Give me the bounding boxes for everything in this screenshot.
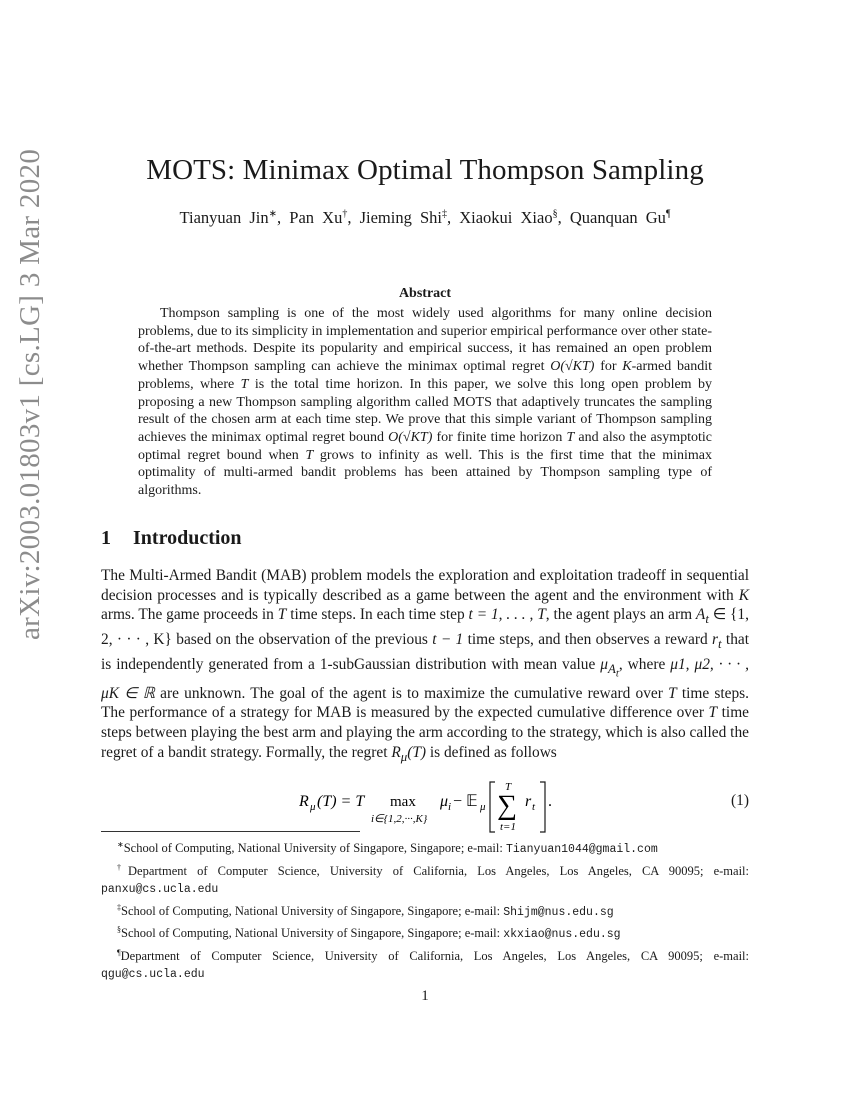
intro-text: , the agent plays an arm (545, 606, 696, 624)
intro-text: based on the observation of the previous (171, 630, 433, 648)
abstract-math: O(√KT) (388, 429, 433, 445)
intro-math: μ1, μ2, · · · , μK ∈ ℝ (101, 655, 750, 702)
intro-math: t = 1, . . . , T (468, 606, 546, 624)
sigma-symbol: ∑ (497, 790, 517, 821)
abstract-text: is the total time horizon. In this paper, we solve this long open problem by proposing a new Thompson sampling algorithm called MOTS that adaptively truncates the sampling result of the chosen arm at each time step. We prove that this simple variant of Thompson sampling achieves the minimax optimal regret bound (138, 376, 712, 445)
intro-text: time steps. In each time step (286, 606, 469, 624)
intro-text: is defined as follows (426, 743, 557, 761)
intro-text: that is independently generated from a 1-subGaussian distribution with mean value (101, 630, 750, 673)
footnote-email[interactable]: qgu@cs.ucla.edu (101, 968, 205, 982)
abstract-text: -armed bandit problems, where (138, 359, 712, 392)
intro-text: arms. The game proceeds in (101, 606, 278, 624)
abstract-text: Thompson sampling is one of the most widely used algorithms for many online decision problems, due to its simplicity in implementation and superior empirical performance over other state-of-the-art methods. Despite its popularity and empirical success, it has remained an open problem whether Thompson sampling can achieve the minimax optimal regret (138, 306, 712, 375)
equation-number: (1) (731, 792, 749, 809)
footnote-mark: ¶ (117, 947, 121, 957)
abstract-math: K (622, 359, 632, 375)
arxiv-identifier-text: arXiv:2003.01803v1 [cs.LG] 3 Mar 2020 (14, 148, 46, 640)
footnote-mark: ‡ (117, 902, 121, 912)
intro-text: time steps. The performance of a strategy for MAB is measured by the expected cumulative difference over (101, 684, 749, 722)
intro-math: (T) (407, 743, 426, 761)
footnote-email[interactable]: Shijm@nus.edu.sg (503, 905, 614, 919)
eq-expectation-sub: μ (480, 801, 486, 813)
eq-term: μ (440, 793, 449, 810)
intro-math: K (738, 586, 749, 604)
footnote-divider (101, 831, 360, 832)
intro-math-subscript: A (608, 661, 616, 676)
footnote (101, 944, 749, 984)
intro-math: μ (600, 655, 609, 673)
paper-title: MOTS: Minimax Optimal Thompson Sampling (146, 154, 704, 186)
eq-max-operator: max (390, 794, 416, 810)
footnote (101, 899, 749, 922)
section-number: 1 (101, 527, 111, 549)
abstract-text: for (594, 359, 623, 375)
footnote-text: Department of Computer Science, University of California, Los Angeles, Los Angeles, CA 90095; e-mail: (120, 948, 749, 963)
abstract-math: O(√KT) (550, 359, 595, 375)
footnote-email[interactable]: Tianyuan1044@gmail.com (505, 843, 658, 857)
eq-sum-upper: T (505, 781, 512, 793)
eq-lhs-sub: μ (310, 801, 316, 813)
intro-math-subscript: μ (400, 749, 408, 764)
intro-math: r (712, 630, 719, 648)
intro-math: R (391, 743, 401, 761)
intro-math-subscript: t (615, 667, 619, 680)
intro-math-subscript: t (718, 636, 722, 651)
footnote-text: Department of Computer Science, University of California, Los Angeles, Los Angeles, CA 90095; e-mail: (128, 863, 750, 878)
introduction-paragraph (101, 566, 749, 767)
eq-sum-lower: t=1 (500, 821, 516, 833)
eq-term-sub: i (448, 801, 452, 813)
author-name: Quanquan Gu (569, 208, 666, 227)
left-bracket (490, 782, 495, 832)
author-name: Pan Xu (289, 208, 343, 227)
intro-math: t − 1 (432, 630, 464, 648)
intro-text: The Multi-Armed Bandit (MAB) problem models the exploration and exploitation tradeoff in sequential decision processes and is typically described as a game between the agent and the environment with (101, 567, 749, 604)
footnote-mark: † (117, 862, 128, 872)
eq-summand-sub: t (532, 801, 536, 813)
intro-text: time steps, and then observes a reward (463, 630, 713, 648)
footnotes (101, 836, 749, 984)
author-footnote-mark: † (342, 208, 348, 220)
footnote-text: School of Computing, National University of Singapore, Singapore; e-mail: (121, 903, 504, 918)
abstract-paragraph (138, 305, 712, 500)
intro-math: T (708, 704, 718, 722)
footnote-text: School of Computing, National University of Singapore, Singapore; e-mail: (121, 926, 504, 941)
footnote (101, 836, 749, 859)
abstract-heading: Abstract (398, 286, 452, 301)
section-heading (101, 527, 242, 550)
regret-formula (299, 780, 589, 836)
intro-math: A (695, 606, 706, 624)
abstract-math: T (566, 429, 575, 445)
footnote-email[interactable]: xkxiao@nus.edu.sg (503, 928, 621, 942)
footnote (101, 921, 749, 944)
eq-lhs-arg: (T) = T (317, 793, 365, 810)
footnote-mark: § (117, 925, 121, 935)
eq-lhs: R (299, 793, 309, 810)
intro-text: time steps between playing the best arm and playing the arm according to the strategy, which is also called the regret of a bandit strategy. Formally, the regret (101, 704, 749, 761)
eq-period: . (548, 793, 552, 810)
intro-math: T (277, 606, 287, 624)
abstract-math: T (305, 447, 314, 463)
abstract-math: T (240, 376, 249, 392)
eq-expectation: − 𝔼 (453, 793, 478, 810)
section-title: Introduction (133, 527, 242, 549)
intro-math: T (668, 684, 677, 702)
abstract-text: grows to infinity as well. This is the first time that the minimax optimality of multi-armed bandit problems has been attained by Thompson sampling type of algorithms. (138, 447, 712, 499)
abstract-text: for finite time horizon (432, 429, 567, 445)
author-name: Tianyuan Jin (179, 208, 269, 227)
author-footnote-mark: ‡ (441, 208, 447, 220)
author-footnote-mark: § (552, 208, 558, 220)
author-footnote-mark: ∗ (268, 208, 278, 220)
footnote-email[interactable]: panxu@cs.ucla.edu (101, 883, 219, 897)
intro-text: , where (618, 655, 671, 673)
author-name: Xiaokui Xiao (459, 208, 553, 227)
intro-text: are unknown. The goal of the agent is to maximize the cumulative reward over (154, 684, 669, 702)
author-footnote-mark: ¶ (665, 208, 671, 220)
eq-max-subscript: i∈{1,2,···,K} (371, 813, 428, 825)
intro-math: ∈ {1, 2, · · · , K} (101, 606, 749, 648)
right-bracket (540, 782, 545, 832)
author-list: Tianyuan Jin∗, Pan Xu†, Jieming Shi‡, Xiaokui Xiao§, Quanquan Gu¶ (179, 208, 671, 227)
abstract-text: and also the asymptotic optimal regret bound when (138, 429, 712, 463)
footnote-mark: ∗ (117, 840, 124, 849)
author-name: Jieming Shi (359, 208, 442, 227)
footnote-text: School of Computing, National University of Singapore, Singapore; e-mail: (123, 841, 506, 856)
intro-math-subscript: t (705, 612, 709, 627)
display-equation (101, 776, 749, 836)
page-number: 1 (421, 988, 429, 1004)
footnote (101, 859, 749, 899)
eq-summand: r (525, 793, 532, 810)
